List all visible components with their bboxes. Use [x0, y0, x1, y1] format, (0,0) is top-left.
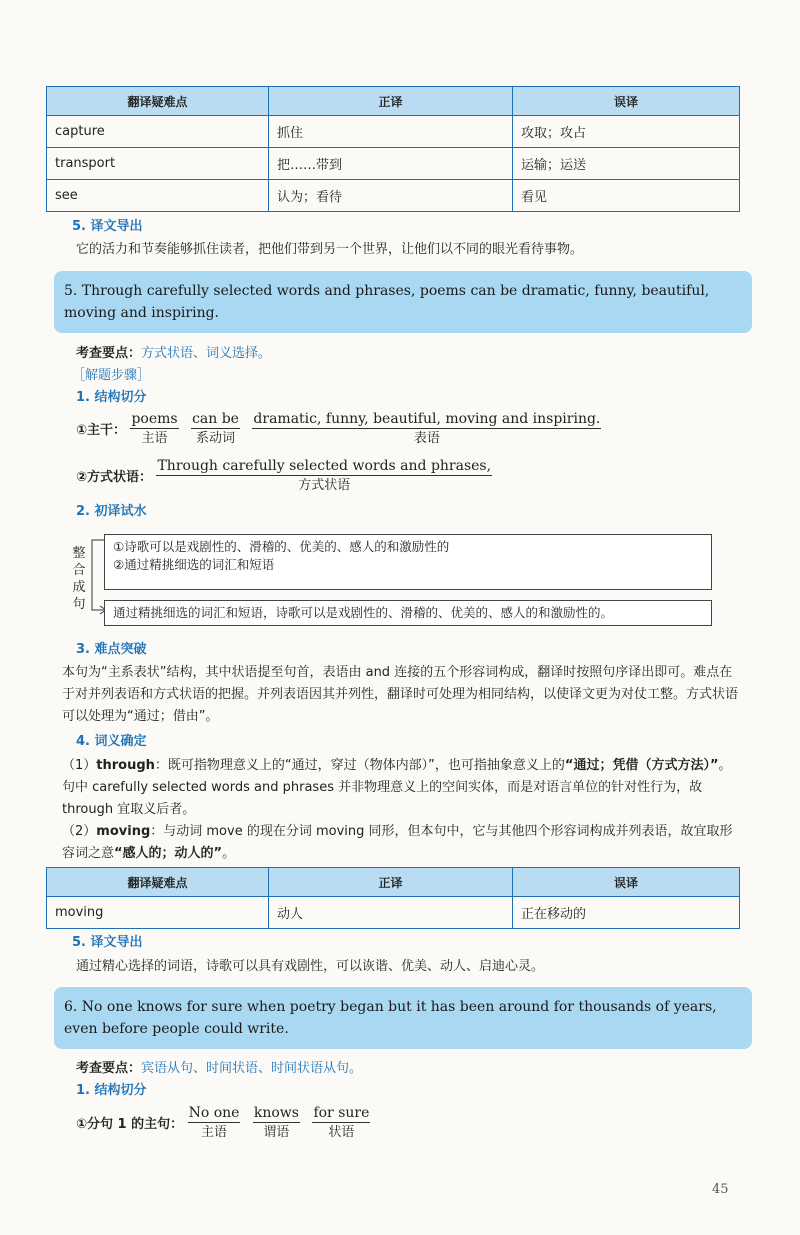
table-cell: 抓住 [269, 116, 513, 148]
trial-line: ②通过精挑细选的词汇和短语 [113, 557, 275, 572]
table-row [47, 897, 740, 929]
clause-label: ①分句 1 的主句： [76, 1117, 184, 1132]
segment-text: poems [131, 411, 178, 427]
segment-role: 谓语 [263, 1125, 290, 1140]
sentence-box-6: 6. No one knows for sure when poetry began but it has been around for thousands of years, even before people could write. [54, 987, 752, 1049]
key-points [76, 344, 271, 364]
item-prefix: （2） [62, 824, 97, 839]
section-heading: 5. 译文导出 [72, 219, 143, 234]
step-heading: 1. 结构切分 [76, 390, 147, 405]
section-heading: 5. 译文导出 [72, 935, 143, 950]
key-points-value: 方式状语、词义选择。 [141, 346, 272, 361]
explanation-text: 。 [222, 846, 236, 861]
table-header: 正译 [269, 87, 513, 116]
key-points-value: 宾语从句、时间状语、时间状语从句。 [141, 1061, 363, 1076]
table-cell: moving [47, 897, 269, 929]
table-header: 误译 [513, 868, 740, 897]
table-cell: see [47, 180, 269, 212]
segment-text: No one [188, 1105, 240, 1121]
segment-text: knows [253, 1105, 299, 1121]
adverbial-label: ②方式状语： [76, 470, 153, 485]
word-explanation-through [62, 755, 742, 821]
segment-text: for sure [313, 1105, 370, 1121]
segment-role: 主语 [200, 1125, 227, 1140]
segment [312, 1104, 370, 1143]
translation-text: 通过精心选择的词语，诗歌可以具有戏剧性，可以诙谐、优美、动人、启迪心灵。 [76, 959, 545, 974]
combined-translation-box: 通过精挑细选的词汇和短语，诗歌可以是戏剧性的、滑稽的、优美的、感人的和激励性的。 [104, 600, 712, 626]
explanation-text: 。句中 carefully selected words and phrases 并非物理意义上的空间实体，而是对语言单位的针对性行为，故 through 宜取义后者。 [62, 758, 732, 817]
page-number: 45 [712, 1182, 729, 1197]
table-cell: 把……带到 [269, 148, 513, 180]
trial-translation-box [104, 534, 712, 590]
segment-role: 状语 [328, 1125, 355, 1140]
table-row [47, 180, 740, 212]
step-heading: 2. 初译试水 [76, 504, 147, 519]
term: moving [96, 824, 151, 839]
explanation-text: ：既可指物理意义上的“通过，穿过（物体内部）”，也可指抽象意义上的 [154, 758, 565, 773]
table-cell: 攻取；攻占 [513, 116, 740, 148]
adverbial-analysis [76, 457, 500, 496]
table-cell: 正在移动的 [513, 897, 740, 929]
trial-line: ①诗歌可以是戏剧性的、滑稽的、优美的、感人的和激励性的 [113, 539, 450, 554]
meaning-bold: “感人的；动人的” [114, 846, 223, 861]
segment [252, 410, 601, 449]
table-header: 翻译疑难点 [47, 868, 269, 897]
segment [156, 457, 492, 496]
segment [253, 1104, 300, 1143]
table-row [47, 148, 740, 180]
segment [130, 410, 178, 449]
table-cell: transport [47, 148, 269, 180]
segment-role: 主语 [141, 431, 168, 446]
segment-text: Through carefully selected words and phrases, [157, 458, 492, 474]
steps-heading: ［解题步骤］ [72, 368, 151, 383]
table-cell: 认为；看待 [269, 180, 513, 212]
sentence-box-5: 5. Through carefully selected words and phrases, poems can be dramatic, funny, beautiful, moving and inspiring. [54, 271, 752, 333]
main-clause-analysis [76, 410, 609, 449]
combine-label: 整合成句 [72, 546, 86, 612]
clause-analysis [76, 1104, 378, 1143]
key-points-label: 考查要点： [76, 346, 142, 361]
table-cell: 动人 [269, 897, 513, 929]
difficulty-paragraph: 本句为“主系表状”结构，其中状语提至句首，表语由 and 连接的五个形容词构成，翻译时按照句序译出即可。难点在于对并列表语和方式状语的把握。并列表语因其并列性，翻译时可处理为相同结构，以使译文更为对仗工整。方式状语可以处理为“通过；借由”。 [62, 665, 739, 724]
step-heading: 3. 难点突破 [76, 642, 147, 657]
segment [188, 1104, 241, 1143]
segment-role: 系动词 [196, 431, 236, 446]
term: through [96, 758, 155, 773]
step-heading: 4. 词义确定 [76, 734, 147, 749]
table-cell: 看见 [513, 180, 740, 212]
segment-role: 表语 [413, 431, 440, 446]
translation-text: 它的活力和节奏能够抓住读者，把他们带到另一个世界，让他们以不同的眼光看待事物。 [76, 242, 584, 257]
word-explanation-moving [62, 821, 742, 865]
meaning-bold: “通过；凭借（方式方法）” [564, 758, 719, 773]
table-cell: 运输；运送 [513, 148, 740, 180]
segment [191, 410, 240, 449]
table-row [47, 116, 740, 148]
table-header: 正译 [269, 868, 513, 897]
translation-table-1 [46, 86, 740, 212]
table-header: 误译 [513, 87, 740, 116]
step-heading: 1. 结构切分 [76, 1083, 147, 1098]
segment-text: dramatic, funny, beautiful, moving and inspiring. [253, 411, 601, 427]
key-points-label: 考查要点： [76, 1061, 142, 1076]
translation-table-2 [46, 867, 740, 929]
main-label: ①主干： [76, 423, 127, 438]
segment-role: 方式状语 [298, 478, 351, 493]
explanation-text: ：与动词 move 的现在分词 moving 同形，但本句中，它与其他四个形容词构成并列表语，故宜取形容词之意 [62, 824, 733, 861]
table-header: 翻译疑难点 [47, 87, 269, 116]
table-cell: capture [47, 116, 269, 148]
item-prefix: （1） [62, 758, 97, 773]
key-points [76, 1059, 362, 1079]
segment-text: can be [192, 411, 239, 427]
